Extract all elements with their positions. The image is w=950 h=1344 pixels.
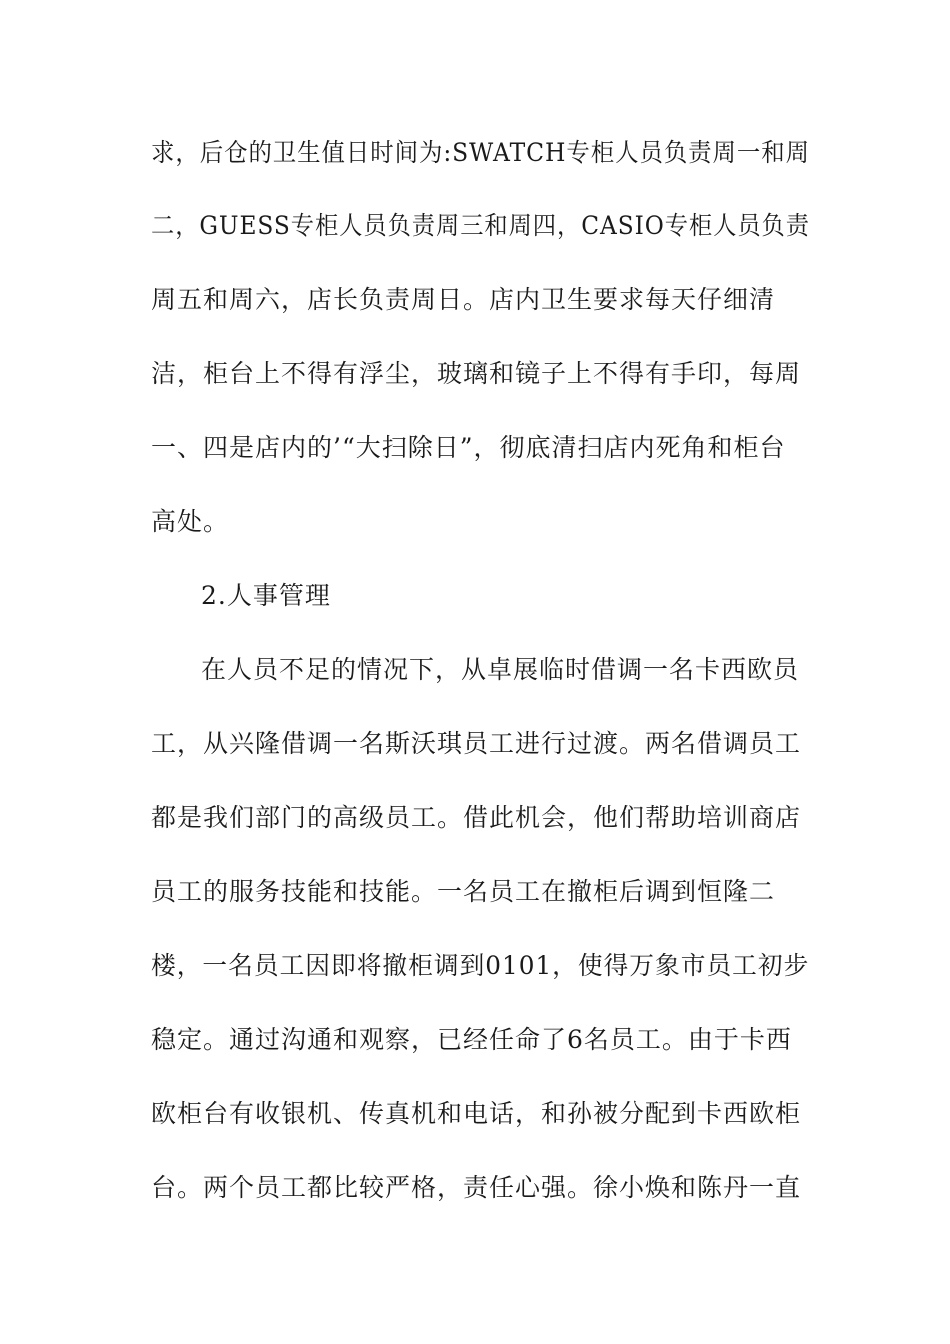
text-line: 二，GUESS专柜人员负责周三和周四，CASIO专柜人员负责 [151,211,810,240]
text-line: 求，后仓的卫生值日时间为:SWATCH专柜人员负责周一和周 [151,138,810,167]
paragraph-first-line: 在人员不足的情况下，从卓展临时借调一名卡西欧员 [201,655,800,684]
text-line: 一、四是店内的’“大扫除日”，彻底清扫店内死角和柜台 [151,433,786,462]
text-line: 稳定。通过沟通和观察，已经任命了6名员工。由于卡西 [151,1025,792,1054]
text-line: 台。两个员工都比较严格，责任心强。徐小焕和陈丹一直 [151,1173,802,1202]
text-line: 工，从兴隆借调一名斯沃琪员工进行过渡。两名借调员工 [151,729,802,758]
text-line: 楼，一名员工因即将撤柜调到0101，使得万象市员工初步 [151,951,810,980]
text-line: 都是我们部门的高级员工。借此机会，他们帮助培训商店 [151,803,802,832]
section-heading: 2.人事管理 [201,581,331,610]
text-line: 欧柜台有收银机、传真机和电话，和孙被分配到卡西欧柜 [151,1099,802,1128]
text-line: 高处。 [151,507,230,536]
text-line: 员工的服务技能和技能。一名员工在撤柜后调到恒隆二 [151,877,776,906]
text-line: 周五和周六，店长负责周日。店内卫生要求每天仔细清 [151,285,776,314]
text-line: 洁，柜台上不得有浮尘，玻璃和镜子上不得有手印，每周 [151,359,802,388]
